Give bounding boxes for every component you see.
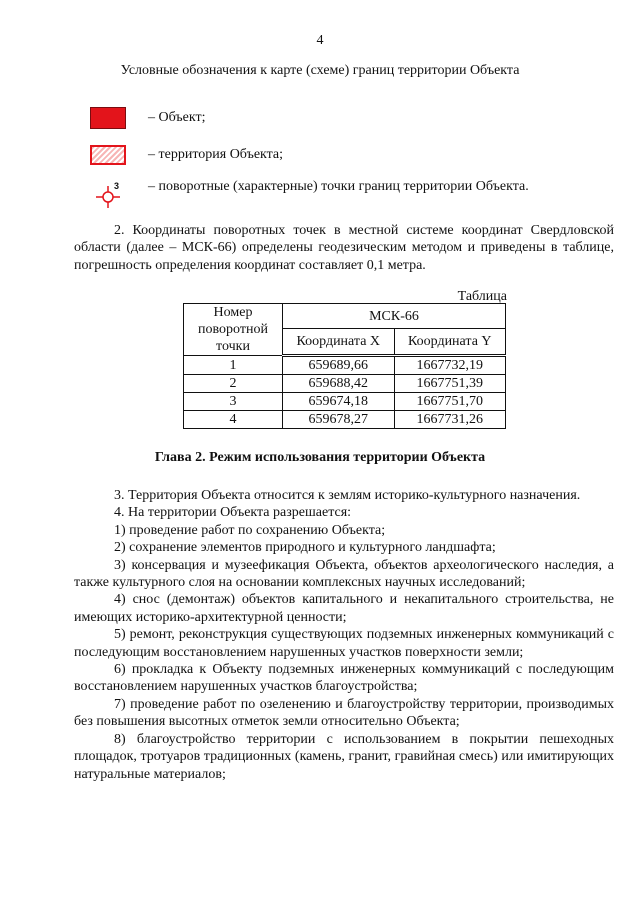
legend-item-label: – Объект;: [148, 110, 206, 125]
cell-y: 1667751,39: [394, 375, 506, 393]
cell-number: 3: [184, 393, 283, 411]
territory-symbol-icon: [90, 145, 126, 165]
table-caption: Таблица: [457, 289, 507, 304]
legend-title: Условные обозначения к карте (схеме) границ территории Объекта: [120, 63, 520, 78]
turning-point-icon: [90, 178, 126, 212]
coordinates-table: [183, 303, 506, 429]
paragraph: 4) снос (демонтаж) объектов капитального и некапитального строительства, не имеющих историко-архитектурной ценности;: [74, 592, 614, 625]
object-symbol-icon: [90, 107, 126, 129]
header-point-number: Номер поворотной точки: [184, 304, 283, 356]
paragraph: 1) проведение работ по сохранению Объекта;: [114, 522, 386, 538]
paragraph: 7) проведение работ по озеленению и благоустройству территории, производимых без повышения высотных отметок земли относительно Объекта;: [74, 696, 614, 730]
legend-item-label: – поворотные (характерные) точки границ территории Объекта.: [148, 179, 529, 194]
turning-point-marker-label: 3: [114, 181, 120, 191]
chapter-2-body: [74, 487, 614, 783]
legend-item-label: – территория Объекта;: [148, 147, 284, 162]
paragraph: 3. Территория Объекта относится к землям историко-культурного назначения.: [114, 488, 581, 503]
header-msk66: МСК-66: [283, 304, 506, 329]
header-coordinate-y: Координата Y: [394, 329, 506, 356]
paragraph: 5) ремонт, реконструкция существующих подземных инженерных коммуникаций с последующим восстановлением нарушенных участков поверхности земли;: [74, 627, 614, 660]
paragraph: 4. На территории Объекта разрешается:: [114, 505, 352, 521]
cell-number: 2: [184, 375, 283, 393]
cell-x: 659689,66: [283, 356, 395, 375]
paragraph: 8) благоустройство территории с использованием в покрытии пешеходных площадок, тротуаров традиционных (камень, гранит, гравийная смесь) или имитирующих натуральные материалов;: [74, 731, 614, 782]
header-coordinate-x: Координата X: [283, 329, 395, 356]
section-2-paragraph: 2. Координаты поворотных точек в местной системе координат Свердловской области (далее – МСК-66) определены геодезическим методом и приведены в таблице, погрешность определения координат составляет 0,1 метра.: [74, 223, 614, 273]
cell-y: 1667732,19: [394, 356, 506, 375]
table-row: [184, 356, 506, 375]
paragraph: 3) консервация и музеефикация Объекта, объектов археологического наследия, а также культурного слоя на основании комплексных научных исследований;: [74, 557, 614, 591]
cell-y: 1667751,70: [394, 393, 506, 411]
paragraph: 2) сохранение элементов природного и культурного ландшафта;: [114, 540, 496, 556]
cell-x: 659678,27: [283, 411, 395, 429]
cell-number: 1: [184, 356, 283, 375]
cell-y: 1667731,26: [394, 411, 506, 429]
chapter-2-title: Глава 2. Режим использования территории Объекта: [154, 450, 486, 465]
table-row: [184, 393, 506, 411]
paragraph: 6) прокладка к Объекту подземных инженерных коммуникаций с последующим восстановлением нарушенных участков благоустройства;: [74, 662, 614, 695]
cell-x: 659688,42: [283, 375, 395, 393]
table-row: [184, 375, 506, 393]
cell-x: 659674,18: [283, 393, 395, 411]
cell-number: 4: [184, 411, 283, 429]
page-number: 4: [316, 33, 324, 48]
table-row: [184, 411, 506, 429]
